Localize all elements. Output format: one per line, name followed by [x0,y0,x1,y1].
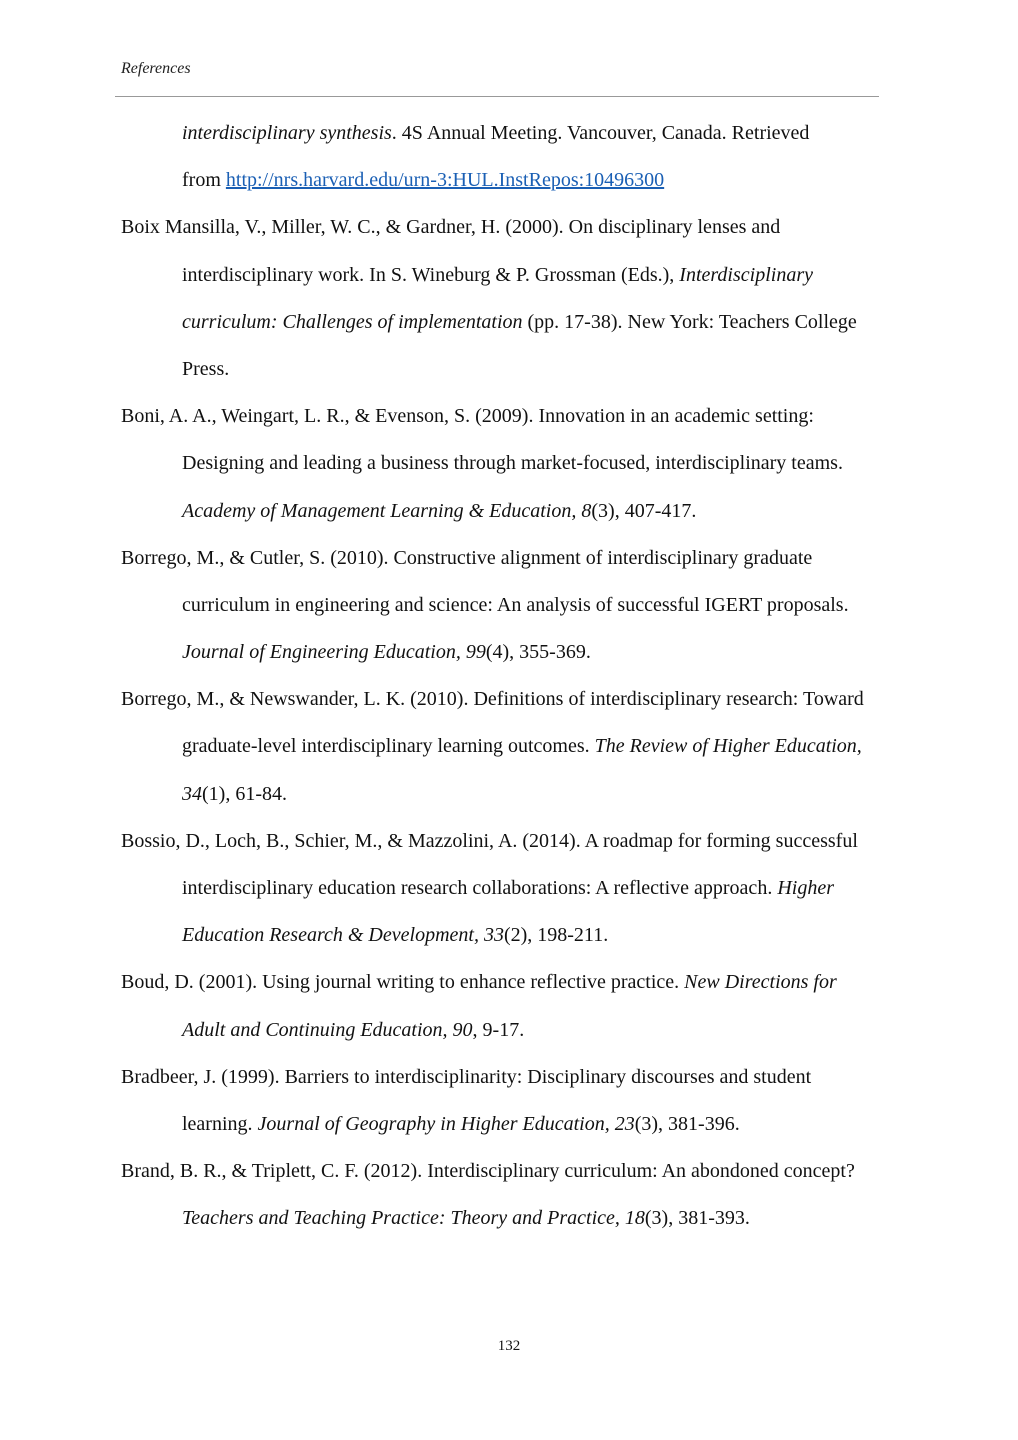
reference-text: Press. [182,357,230,380]
reference-list [121,110,911,1243]
reference-text: learning. [182,1112,258,1135]
reference-text: , 9-17. [472,1018,525,1041]
reference-text: (3), 407-417. [591,499,697,522]
reference-text: curriculum in engineering and science: An analysis of successful IGERT proposals. [182,593,849,616]
reference-line [121,346,911,393]
reference-text: (3), 381-393. [644,1207,750,1230]
reference-italic-text: Higher [777,877,834,899]
reference-text: Borrego, M., & Cutler, S. (2010). Constructive alignment of interdisciplinary graduate [121,546,813,569]
reference-text: Designing and leading a business through market-focused, interdisciplinary teams. [182,452,843,475]
reference-text: (1), 61-84. [202,782,287,805]
reference-line [121,393,911,440]
reference-line [121,488,911,535]
reference-text: . 4S Annual Meeting. Vancouver, Canada. Retrieved [391,122,810,144]
reference-line [121,771,911,818]
page-number: 132 [497,1338,521,1354]
reference-text: Bossio, D., Loch, B., Schier, M., & Mazzolini, A. (2014). A roadmap for forming successful [121,829,858,852]
reference-italic-text: The Review of Higher Education, [594,735,862,758]
reference-italic-text: Teachers and Teaching Practice: Theory and Practice, 18 [182,1207,645,1230]
reference-text: (pp. 17-38). New York: Teachers College [522,310,857,333]
reference-line [121,1007,911,1054]
running-header: References [121,60,191,77]
reference-entry [121,1148,911,1242]
reference-italic-text: New Directions for [684,971,837,994]
reference-text: Boix Mansilla, V., Miller, W. C., & Gardner, H. (2000). On disciplinary lenses and [121,216,781,239]
reference-text: Borrego, M., & Newswander, L. K. (2010). Definitions of interdisciplinary research: Toward [121,688,864,711]
reference-entry [121,676,911,818]
reference-line [121,204,911,251]
reference-line [121,676,911,723]
reference-text: (4), 355-369. [485,641,591,664]
reference-entry [121,204,911,393]
reference-text: interdisciplinary work. In S. Wineburg & P. Grossman (Eds.), [182,263,680,286]
reference-line [121,110,911,157]
reference-text: Boni, A. A., Weingart, L. R., & Evenson, S. (2009). Innovation in an academic setting: [121,405,814,428]
reference-italic-text: Academy of Management Learning & Education, 8 [182,499,592,522]
reference-line [121,723,911,770]
reference-line [121,912,911,959]
reference-line [121,252,911,299]
reference-line [121,1148,911,1195]
reference-line [121,582,911,629]
reference-entry [121,110,911,204]
reference-line [121,535,911,582]
reference-line [121,818,911,865]
reference-text: Brand, B. R., & Triplett, C. F. (2012). Interdisciplinary curriculum: An abondoned concept? [121,1160,855,1183]
reference-line [121,959,911,1006]
reference-italic-text: Interdisciplinary [679,263,813,286]
reference-text: Boud, D. (2001). Using journal writing to enhance reflective practice. [121,971,685,994]
reference-entry [121,959,911,1053]
reference-italic-text: Journal of Engineering Education, 99 [182,641,486,664]
reference-entry [121,535,911,677]
reference-text: Bradbeer, J. (1999). Barriers to interdisciplinarity: Disciplinary discourses and student [121,1065,812,1088]
reference-text: (2), 198-211. [503,924,609,947]
reference-text: graduate-level interdisciplinary learning outcomes. [182,735,595,758]
reference-line [121,629,911,676]
reference-line [121,299,911,346]
reference-italic-text: Journal of Geography in Higher Education, 23 [257,1112,635,1135]
reference-line [121,1101,911,1148]
reference-line [121,865,911,912]
reference-text: from [182,169,226,192]
reference-text: (3), 381-396. [634,1112,740,1135]
reference-italic-text: interdisciplinary synthesis [182,122,392,144]
reference-text: interdisciplinary education research collaborations: A reflective approach. [182,877,778,899]
reference-line [121,1054,911,1101]
reference-entry [121,393,911,535]
reference-italic-text: 34 [182,782,202,805]
reference-entry [121,1054,911,1148]
header-divider [115,96,879,97]
reference-line [121,440,911,487]
reference-link[interactable]: http://nrs.harvard.edu/urn-3:HUL.InstRepos:10496300 [225,169,665,192]
reference-entry [121,818,911,960]
reference-line [121,1195,911,1242]
reference-italic-text: curriculum: Challenges of implementation [182,310,523,333]
reference-line [121,157,911,204]
reference-italic-text: Education Research & Development, 33 [182,924,504,947]
reference-italic-text: Adult and Continuing Education, 90 [182,1018,473,1041]
